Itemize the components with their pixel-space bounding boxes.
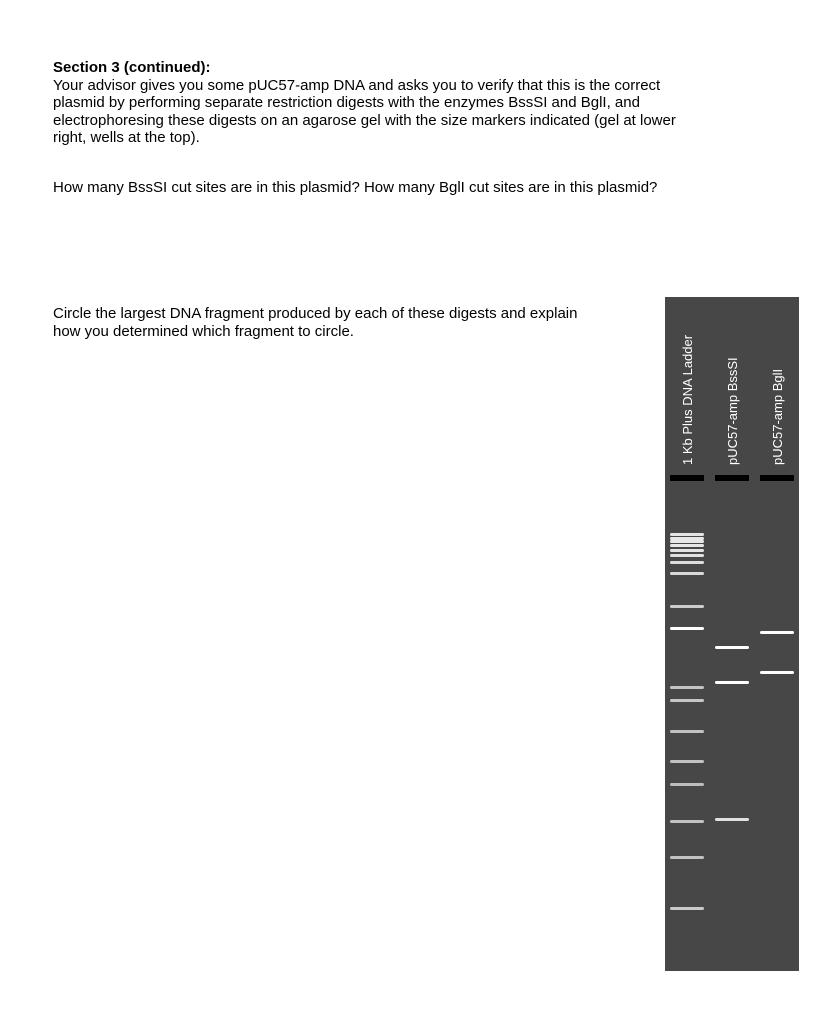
question-largest-fragment	[53, 305, 643, 340]
agarose-gel-image	[665, 297, 799, 971]
bgli-band	[760, 671, 794, 674]
ladder-band	[670, 699, 704, 702]
intro-line: right, wells at the top).	[53, 129, 200, 146]
ladder-band	[670, 540, 704, 543]
ladder-band	[670, 907, 704, 910]
ladder-band	[670, 856, 704, 859]
question-cut-sites: How many BssSI cut sites are in this plasmid? How many BglI cut sites are in this plasmid?	[53, 179, 658, 196]
ladder-band	[670, 561, 704, 564]
ladder-band	[670, 554, 704, 557]
well-bgli	[760, 475, 794, 481]
bsssi-band	[715, 681, 749, 684]
question-line: Circle the largest DNA fragment produced by each of these digests and explain	[53, 305, 578, 322]
lane-label-bgli: pUC57-amp BglI	[770, 368, 785, 465]
lane-label-bsssi: pUC57-amp BssSI	[725, 357, 740, 465]
section-intro	[53, 59, 753, 147]
well-ladder	[670, 475, 704, 481]
ladder-band	[670, 760, 704, 763]
ladder-band	[670, 730, 704, 733]
ladder-band	[670, 627, 704, 630]
ladder-band	[670, 686, 704, 689]
lane-label-ladder: 1 Kb Plus DNA Ladder	[680, 334, 695, 465]
ladder-band	[670, 572, 704, 575]
bsssi-band	[715, 646, 749, 649]
intro-line: plasmid by performing separate restriction digests with the enzymes BssSI and BglI, and	[53, 94, 640, 111]
question-line: how you determined which fragment to circle.	[53, 322, 354, 340]
ladder-band	[670, 533, 704, 536]
bgli-band	[760, 631, 794, 634]
intro-line: Your advisor gives you some pUC57-amp DNA and asks you to verify that this is the correct	[53, 76, 661, 94]
ladder-band	[670, 544, 704, 547]
ladder-band	[670, 820, 704, 823]
ladder-band	[670, 549, 704, 552]
well-bsssi	[715, 475, 749, 481]
ladder-band	[670, 605, 704, 608]
intro-line: electrophoresing these digests on an agarose gel with the size markers indicated (gel at lower	[53, 111, 676, 129]
section-heading: Section 3 (continued):	[53, 59, 211, 76]
ladder-band	[670, 783, 704, 786]
bsssi-band	[715, 818, 749, 821]
